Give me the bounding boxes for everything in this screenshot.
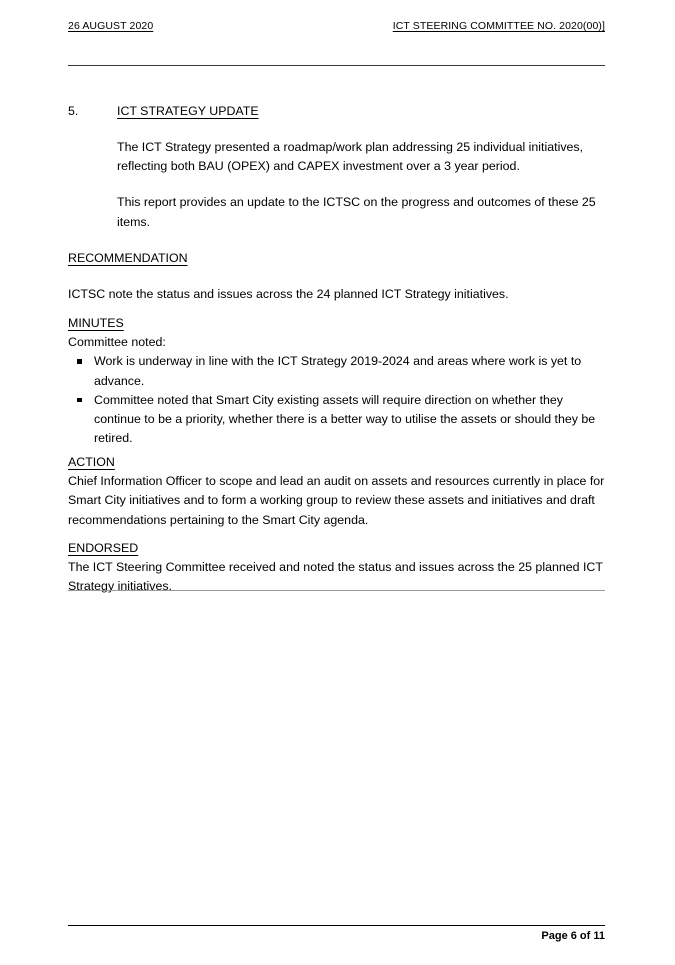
agenda-item-block [68,103,605,232]
action-body: Chief Information Officer to scope and lead an audit on assets and resources currently in place for Smart City initiatives and to form a working group to review these assets and initiatives and draft recommendations pertaining to the Smart City agenda. [68,474,605,527]
list-item [68,391,605,449]
section-action [68,453,605,530]
recommendation-heading-row [68,249,605,268]
recommendation-heading: RECOMMENDATION [68,251,188,265]
endorsed-heading-row [68,539,605,558]
header-date: 26 AUGUST 2020 [68,20,154,32]
agenda-paragraph-2: This report provides an update to the ICTSC on the progress and outcomes of these 25 items. [117,195,596,229]
square-bullet-icon [77,398,82,403]
square-bullet-icon [77,359,82,364]
agenda-item-heading [68,103,605,121]
section-recommendation [68,249,605,304]
header-committee-reference: ICT STEERING COMMITTEE NO. 2020(00)] [392,20,605,32]
list-item-label: Committee noted that Smart City existing assets will require direction on whether they continue to be a priority, whether there is a better way to utilise the assets or should they be retired. [94,392,596,446]
page-header [68,20,605,32]
section-minutes [68,314,605,449]
minutes-bullet-list [68,352,605,448]
action-heading: ACTION [68,455,115,469]
recommendation-body: ICTSC note the status and issues across the 24 planned ICT Strategy initiatives. [68,287,509,302]
list-item [68,352,605,390]
endorsed-heading: ENDORSED [68,541,139,555]
endorsed-divider [68,590,605,591]
minutes-heading-row [68,314,605,333]
section-endorsed [68,539,605,597]
minutes-heading: MINUTES [68,316,124,330]
page-footer [68,930,605,942]
minutes-intro: Committee noted: [68,335,166,350]
header-divider [68,65,605,66]
agenda-paragraph-1: The ICT Strategy presented a roadmap/work plan addressing 25 individual initiatives, reflecting both BAU (OPEX) and CAPEX investment over a 3 year period. [117,139,584,174]
action-heading-row [68,453,605,472]
footer-divider [68,925,605,926]
agenda-item-number: 5. [68,104,79,118]
endorsed-body: The ICT Steering Committee received and noted the status and issues across the 25 planned ICT Strategy initiatives. [68,560,603,594]
page-title: ICT STRATEGY UPDATE [117,104,259,118]
list-item-label: Work is underway in line with the ICT Strategy 2019-2024 and areas where work is yet to advance. [94,354,582,388]
page-number-label: Page 6 of 11 [541,930,605,942]
